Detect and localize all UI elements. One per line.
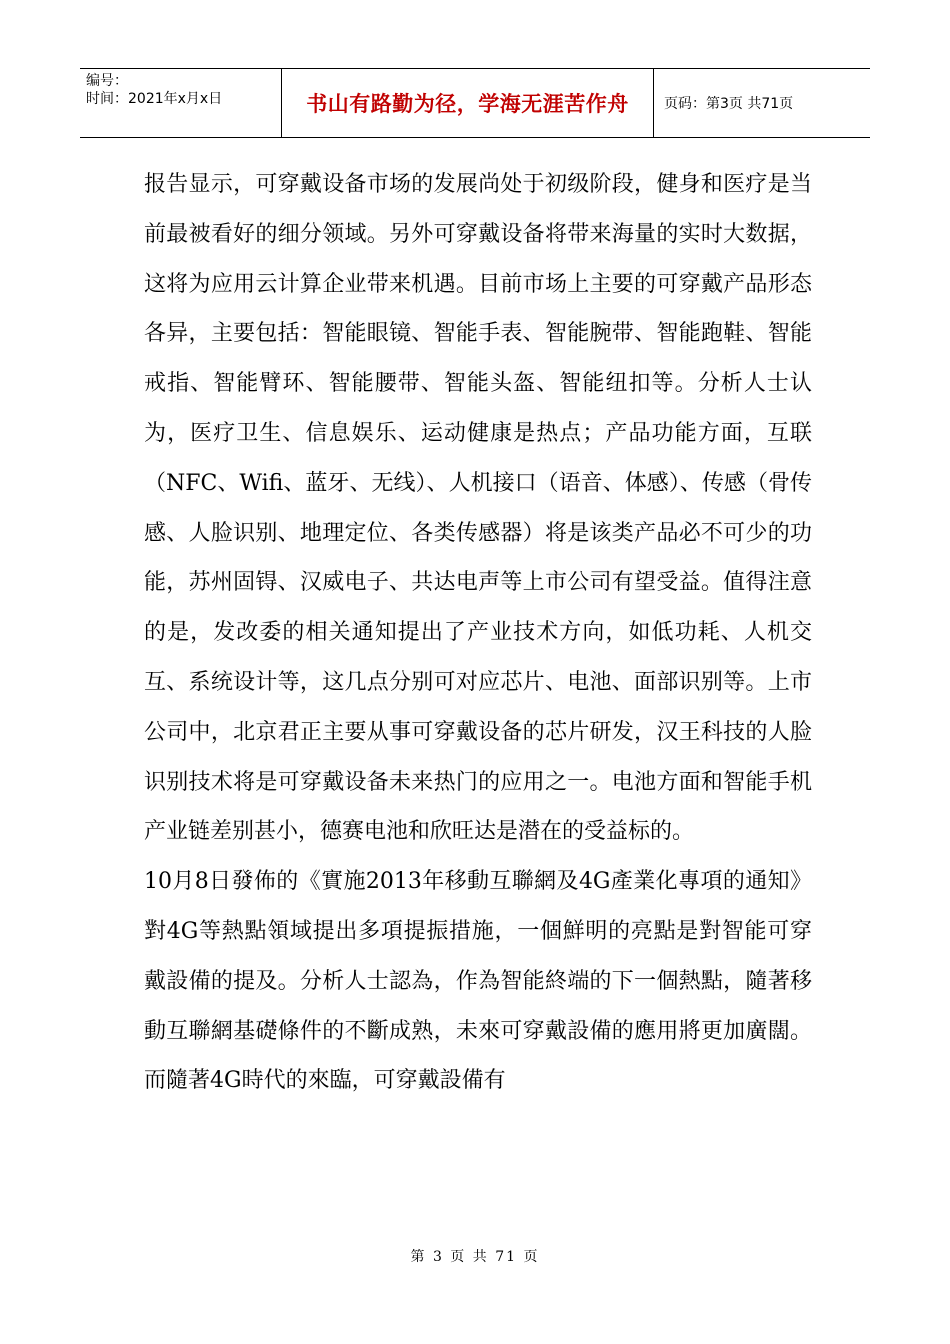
body-paragraph-2: 10月8日發佈的《實施2013年移動互聯網及4G產業化專項的通知》對4G等熱點領域提出多項提振措施，一個鮮明的亮點是對智能可穿戴設備的提及。分析人士認為，作為智能終端的下一個熱點，隨著移動互聯網基礎條件的不斷成熟，未來可穿戴設備的應用將更加廣闊。而隨著4G時代的來臨，可穿戴設備有 bbox=[144, 869, 812, 1094]
document-body bbox=[144, 160, 812, 1106]
page-footer: 第 3 页 共 71 页 bbox=[410, 1249, 540, 1265]
document-time-label: 时间：2021年x月x日 bbox=[86, 91, 223, 107]
document-number-label: 编号： bbox=[86, 73, 128, 89]
page-header bbox=[80, 68, 870, 138]
header-meta bbox=[80, 69, 282, 137]
header-page-info: 页码：第3页 共71页 bbox=[664, 96, 794, 112]
header-motto: 书山有路勤为径，学海无涯苦作舟 bbox=[282, 69, 654, 137]
body-paragraph-1: 报告显示，可穿戴设备市场的发展尚处于初级阶段，健身和医疗是当前最被看好的细分领域。另外可穿戴设备将带来海量的实时大数据，这将为应用云计算企业带来机遇。目前市场上主要的可穿戴产品形态各异，主要包括：智能眼镜、智能手表、智能腕带、智能跑鞋、智能戒指、智能臂环、智能腰带、智能头盔、智能纽扣等。分析人士认为，医疗卫生、信息娱乐、运动健康是热点；产品功能方面，互联（NFC、Wifi、蓝牙、无线）、人机接口（语音、体感）、传感（骨传感、人脸识别、地理定位、各类传感器）将是该类产品必不可少的功能，苏州固锝、汉威电子、共达电声等上市公司有望受益。值得注意的是，发改委的相关通知提出了产业技术方向，如低功耗、人机交互、系统设计等，这几点分别可对应芯片、电池、面部识别等。上市公司中，北京君正主要从事可穿戴设备的芯片研发，汉王科技的人脸识别技术将是可穿戴设备未来热门的应用之一。电池方面和智能手机产业链差别甚小，德赛电池和欣旺达是潜在的受益标的。 bbox=[144, 172, 812, 845]
